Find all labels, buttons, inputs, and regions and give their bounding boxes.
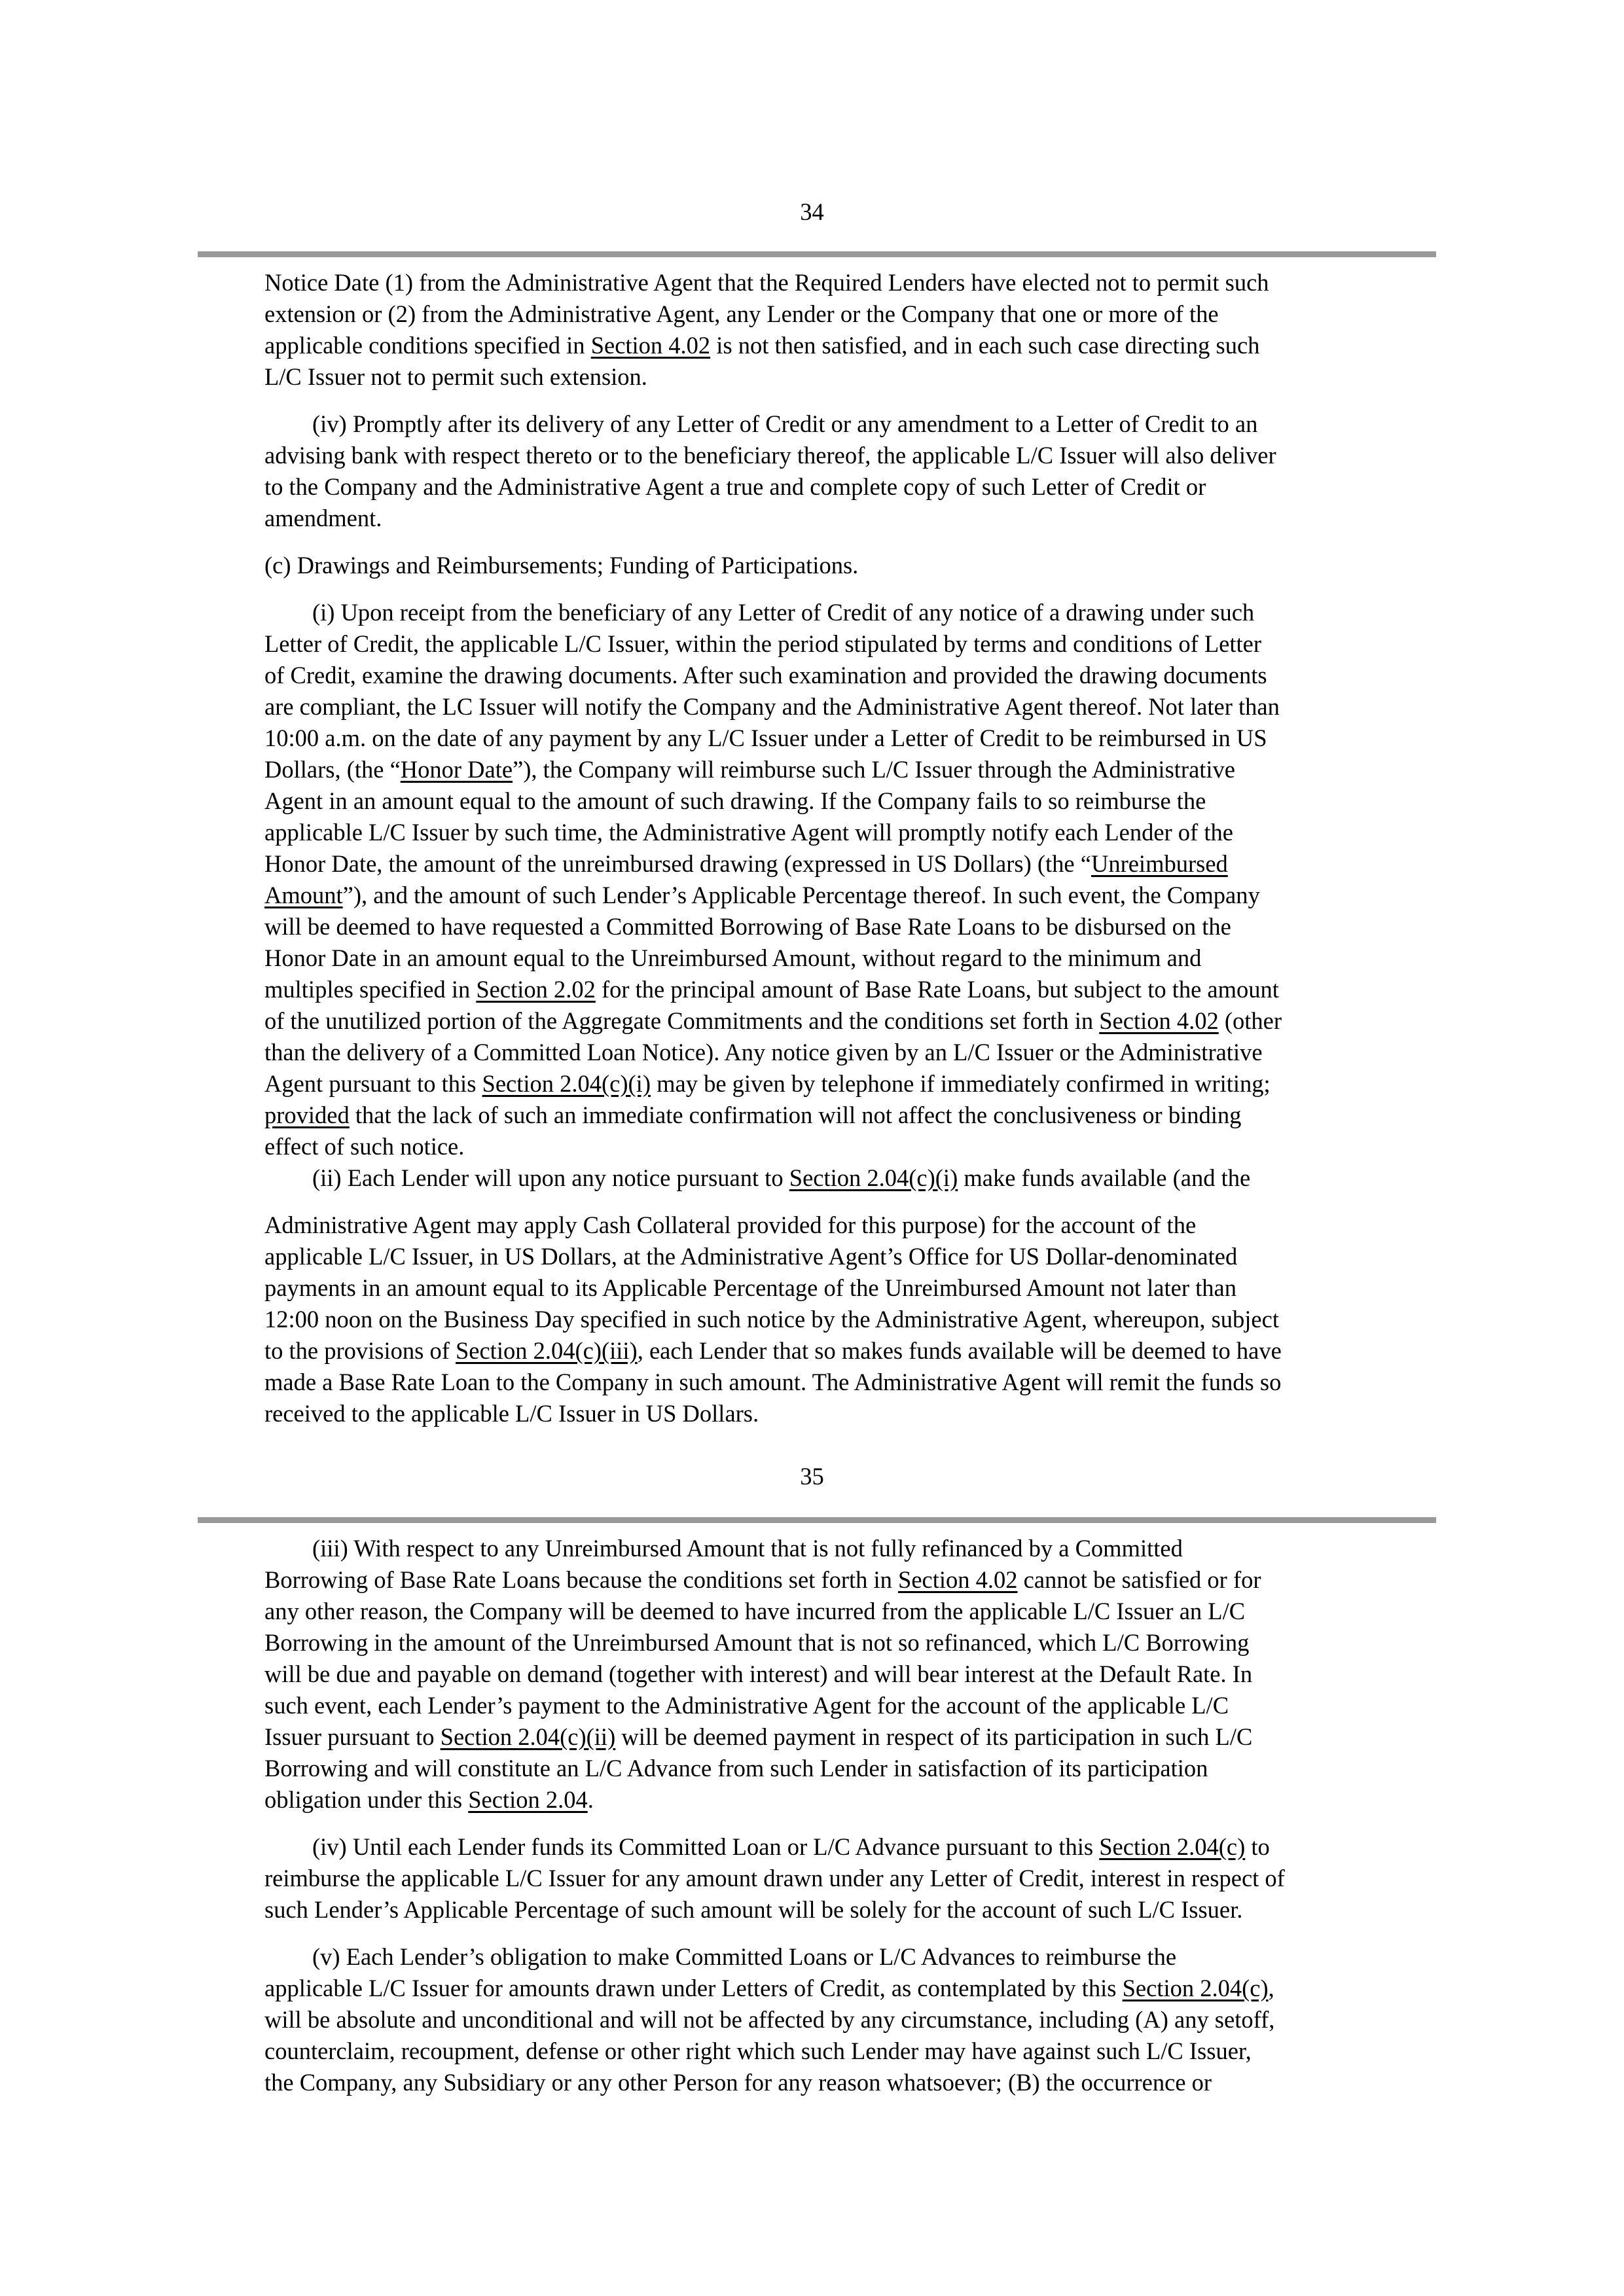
text-line [264,1005,1282,1037]
text-run: of Credit, examine the drawing documents. After such examination and provided the drawing documents [264,662,1267,689]
text-line [264,1659,1252,1690]
text-line [264,817,1233,848]
text-line [264,361,647,393]
text-line [264,2036,1252,2067]
text-line [264,1863,1285,1894]
text-line [264,974,1279,1005]
text-line [264,330,1259,361]
text-run: . [587,1786,594,1813]
text-line [264,550,858,581]
text-line [264,1596,1245,1627]
text-line [264,1037,1263,1068]
text-line [264,1721,1252,1753]
text-run: (iv) Until each Lender funds its Committed Loan or L/C Advance pursuant to this [264,1833,1100,1860]
text-run: will be absolute and unconditional and will not be affected by any circumstance, including (A) any setoff, [264,2006,1275,2033]
text-line [264,848,1228,880]
text-line [264,691,1280,723]
text-line [264,440,1276,471]
text-line [264,1367,1281,1398]
text-run: Notice Date (1) from the Administrative Agent that the Required Lenders have elected not to permit such [264,269,1269,296]
text-run: any other reason, the Company will be deemed to have incurred from the applicable L/C Issuer an L/C [264,1598,1246,1624]
text-run: payments in an amount equal to its Applicable Percentage of the Unreimbursed Amount not later than [264,1274,1236,1301]
text-line [264,2067,1212,2098]
text-run: are compliant, the LC Issuer will notify the Company and the Administrative Agent thereof. Not later than [264,693,1280,720]
text-run: amendment. [264,505,382,531]
text-run: Issuer pursuant to [264,1723,441,1750]
text-run: that the lack of such an immediate confirmation will not affect the conclusiveness or binding [349,1102,1242,1128]
page-number-34: 34 [800,198,824,225]
text-line [264,628,1261,660]
underlined-reference: Unreimbursed [1091,850,1228,877]
text-line [264,911,1231,942]
text-run: multiples specified in [264,976,477,1003]
text-run: received to the applicable L/C Issuer in US Dollars. [264,1400,759,1427]
text-run: Honor Date in an amount equal to the Unreimbursed Amount, without regard to the minimum and [264,944,1202,971]
text-run: of the unutilized portion of the Aggregate Commitments and the conditions set forth in [264,1007,1100,1034]
text-run: 10:00 a.m. on the date of any payment by any L/C Issuer under a Letter of Credit to be reimbursed in US [264,725,1267,751]
text-run: may be given by telephone if immediately confirmed in writing; [650,1070,1271,1097]
underlined-reference: Section 4.02 [590,332,711,359]
text-run: Dollars, (the “ [264,756,401,783]
text-line [264,1100,1241,1131]
underlined-reference: Section 2.04(c)(ii) [440,1723,616,1750]
text-run: such Lender’s Applicable Percentage of such amount will be solely for the account of such L/C Issuer. [264,1896,1243,1923]
text-line [264,1627,1249,1659]
text-line [264,754,1235,785]
text-line [264,1564,1261,1596]
text-run: is not then satisfied, and in each such case directing such [710,332,1260,359]
text-line [264,1753,1208,1784]
text-run: 12:00 noon on the Business Day specified in such notice by the Administrative Agent, whereupon, subject [264,1306,1279,1333]
text-run: applicable L/C Issuer, in US Dollars, at the Administrative Agent’s Office for US Dollar-denominated [264,1243,1238,1270]
text-line [264,1533,1183,1564]
text-run: (iii) With respect to any Unreimbursed Amount that is not fully refinanced by a Committed [264,1535,1183,1562]
text-line [264,1068,1271,1100]
text-run: to the provisions of [264,1337,456,1364]
underlined-reference: Section 2.04 [468,1786,588,1813]
text-run: such event, each Lender’s payment to the Administrative Agent for the account of the applicable L/C [264,1692,1229,1719]
underlined-reference: Section 4.02 [1099,1007,1219,1034]
text-run: Administrative Agent may apply Cash Collateral provided for this purpose) for the account of the [264,1211,1197,1238]
text-run: ”), and the amount of such Lender’s Applicable Percentage thereof. In such event, the Company [342,882,1260,908]
text-run: applicable conditions specified in [264,332,591,359]
text-run: to [1245,1833,1270,1860]
text-run: reimburse the applicable L/C Issuer for any amount drawn under any Letter of Credit, interest in respect of [264,1865,1285,1892]
text-run: Borrowing and will constitute an L/C Advance from such Lender in satisfaction of its participation [264,1755,1208,1782]
underlined-reference: Amount [264,882,343,908]
text-line [264,880,1260,911]
underlined-reference: Section 2.04(c) [1122,1975,1269,2001]
text-line [264,471,1206,503]
text-run: the Company, any Subsidiary or any other Person for any reason whatsoever; (B) the occurrence or [264,2069,1212,2096]
underlined-reference: Section 2.04(c)(iii) [455,1337,638,1364]
text-run: Agent pursuant to this [264,1070,482,1097]
text-line [264,597,1254,628]
text-run: extension or (2) from the Administrative Agent, any Lender or the Company that one or more of the [264,300,1219,327]
page-number-35: 35 [800,1463,824,1490]
text-line [264,785,1206,817]
text-line [264,1131,464,1162]
text-line [264,1335,1282,1367]
text-run: counterclaim, recoupment, defense or other right which such Lender may have against such L/C Issuer, [264,2037,1252,2064]
text-run: (i) Upon receipt from the beneficiary of any Letter of Credit of any notice of a drawing under such [264,599,1255,626]
text-run: , [1268,1975,1274,2001]
text-line [264,2004,1274,2036]
underlined-reference: Section 2.02 [476,976,596,1003]
text-run: will be deemed payment in respect of its participation in such L/C [615,1723,1253,1750]
page-divider-35 [198,1517,1436,1523]
text-line [264,1894,1242,1926]
text-run: to the Company and the Administrative Agent a true and complete copy of such Letter of Credit or [264,473,1206,500]
text-line [264,1162,1250,1194]
text-run: applicable L/C Issuer for amounts drawn under Letters of Credit, as contemplated by this [264,1975,1123,2001]
text-run: Agent in an amount equal to the amount of such drawing. If the Company fails to so reimburse the [264,787,1206,814]
text-run: will be deemed to have requested a Committed Borrowing of Base Rate Loans to be disbursed on the [264,913,1231,940]
text-line [264,660,1267,691]
text-run: (other [1218,1007,1282,1034]
underlined-reference: Section 2.04(c)(i) [482,1070,651,1097]
text-run: Borrowing in the amount of the Unreimbursed Amount that is not so refinanced, which L/C Borrowing [264,1629,1250,1656]
text-line [264,1941,1176,1973]
text-run: ”), the Company will reimburse such L/C Issuer through the Administrative [513,756,1236,783]
text-run: , each Lender that so makes funds available will be deemed to have [637,1337,1282,1364]
text-line [264,1398,759,1429]
text-line [264,1241,1237,1272]
text-line [264,1973,1274,2004]
text-run: cannot be satisfied or for [1017,1566,1261,1593]
text-run: applicable L/C Issuer by such time, the Administrative Agent will promptly notify each Lender of the [264,819,1233,846]
text-line [264,1690,1229,1721]
text-line [264,1272,1236,1304]
underlined-reference: Honor Date [400,756,513,783]
underlined-reference: Section 2.04(c)(i) [789,1164,958,1191]
page-divider-34 [198,251,1436,257]
text-run: Honor Date, the amount of the unreimbursed drawing (expressed in US Dollars) (the “ [264,850,1091,877]
underlined-reference: Section 4.02 [898,1566,1018,1593]
text-line [264,503,382,534]
text-line [264,1831,1270,1863]
text-run: L/C Issuer not to permit such extension. [264,363,647,390]
text-line [264,298,1219,330]
text-run: Borrowing of Base Rate Loans because the conditions set forth in [264,1566,899,1593]
text-run: (c) Drawings and Reimbursements; Funding of Participations. [264,552,859,579]
text-run: than the delivery of a Committed Loan Notice). Any notice given by an L/C Issuer or the Administrative [264,1039,1263,1066]
text-run: (iv) Promptly after its delivery of any Letter of Credit or any amendment to a Letter of Credit to an [264,410,1258,437]
text-run: (ii) Each Lender will upon any notice pursuant to [264,1164,789,1191]
text-line [264,1304,1279,1335]
underlined-reference: Section 2.04(c) [1099,1833,1246,1860]
text-run: advising bank with respect thereto or to the beneficiary thereof, the applicable L/C Issuer will also deliver [264,442,1276,469]
text-line [264,267,1269,298]
text-run: will be due and payable on demand (together with interest) and will bear interest at the Default Rate. In [264,1660,1253,1687]
text-run: make funds available (and the [958,1164,1251,1191]
underlined-reference: provided [264,1102,350,1128]
text-line [264,1784,594,1816]
text-line [264,408,1257,440]
text-run: (v) Each Lender’s obligation to make Committed Loans or L/C Advances to reimburse the [264,1943,1177,1970]
text-line [264,723,1267,754]
text-line [264,942,1201,974]
text-run: for the principal amount of Base Rate Loans, but subject to the amount [595,976,1279,1003]
text-run: Letter of Credit, the applicable L/C Issuer, within the period stipulated by terms and conditions of Letter [264,630,1262,657]
text-run: effect of such notice. [264,1133,465,1160]
text-run: made a Base Rate Loan to the Company in such amount. The Administrative Agent will remit the funds so [264,1369,1282,1395]
text-run: obligation under this [264,1786,469,1813]
text-line [264,1210,1196,1241]
